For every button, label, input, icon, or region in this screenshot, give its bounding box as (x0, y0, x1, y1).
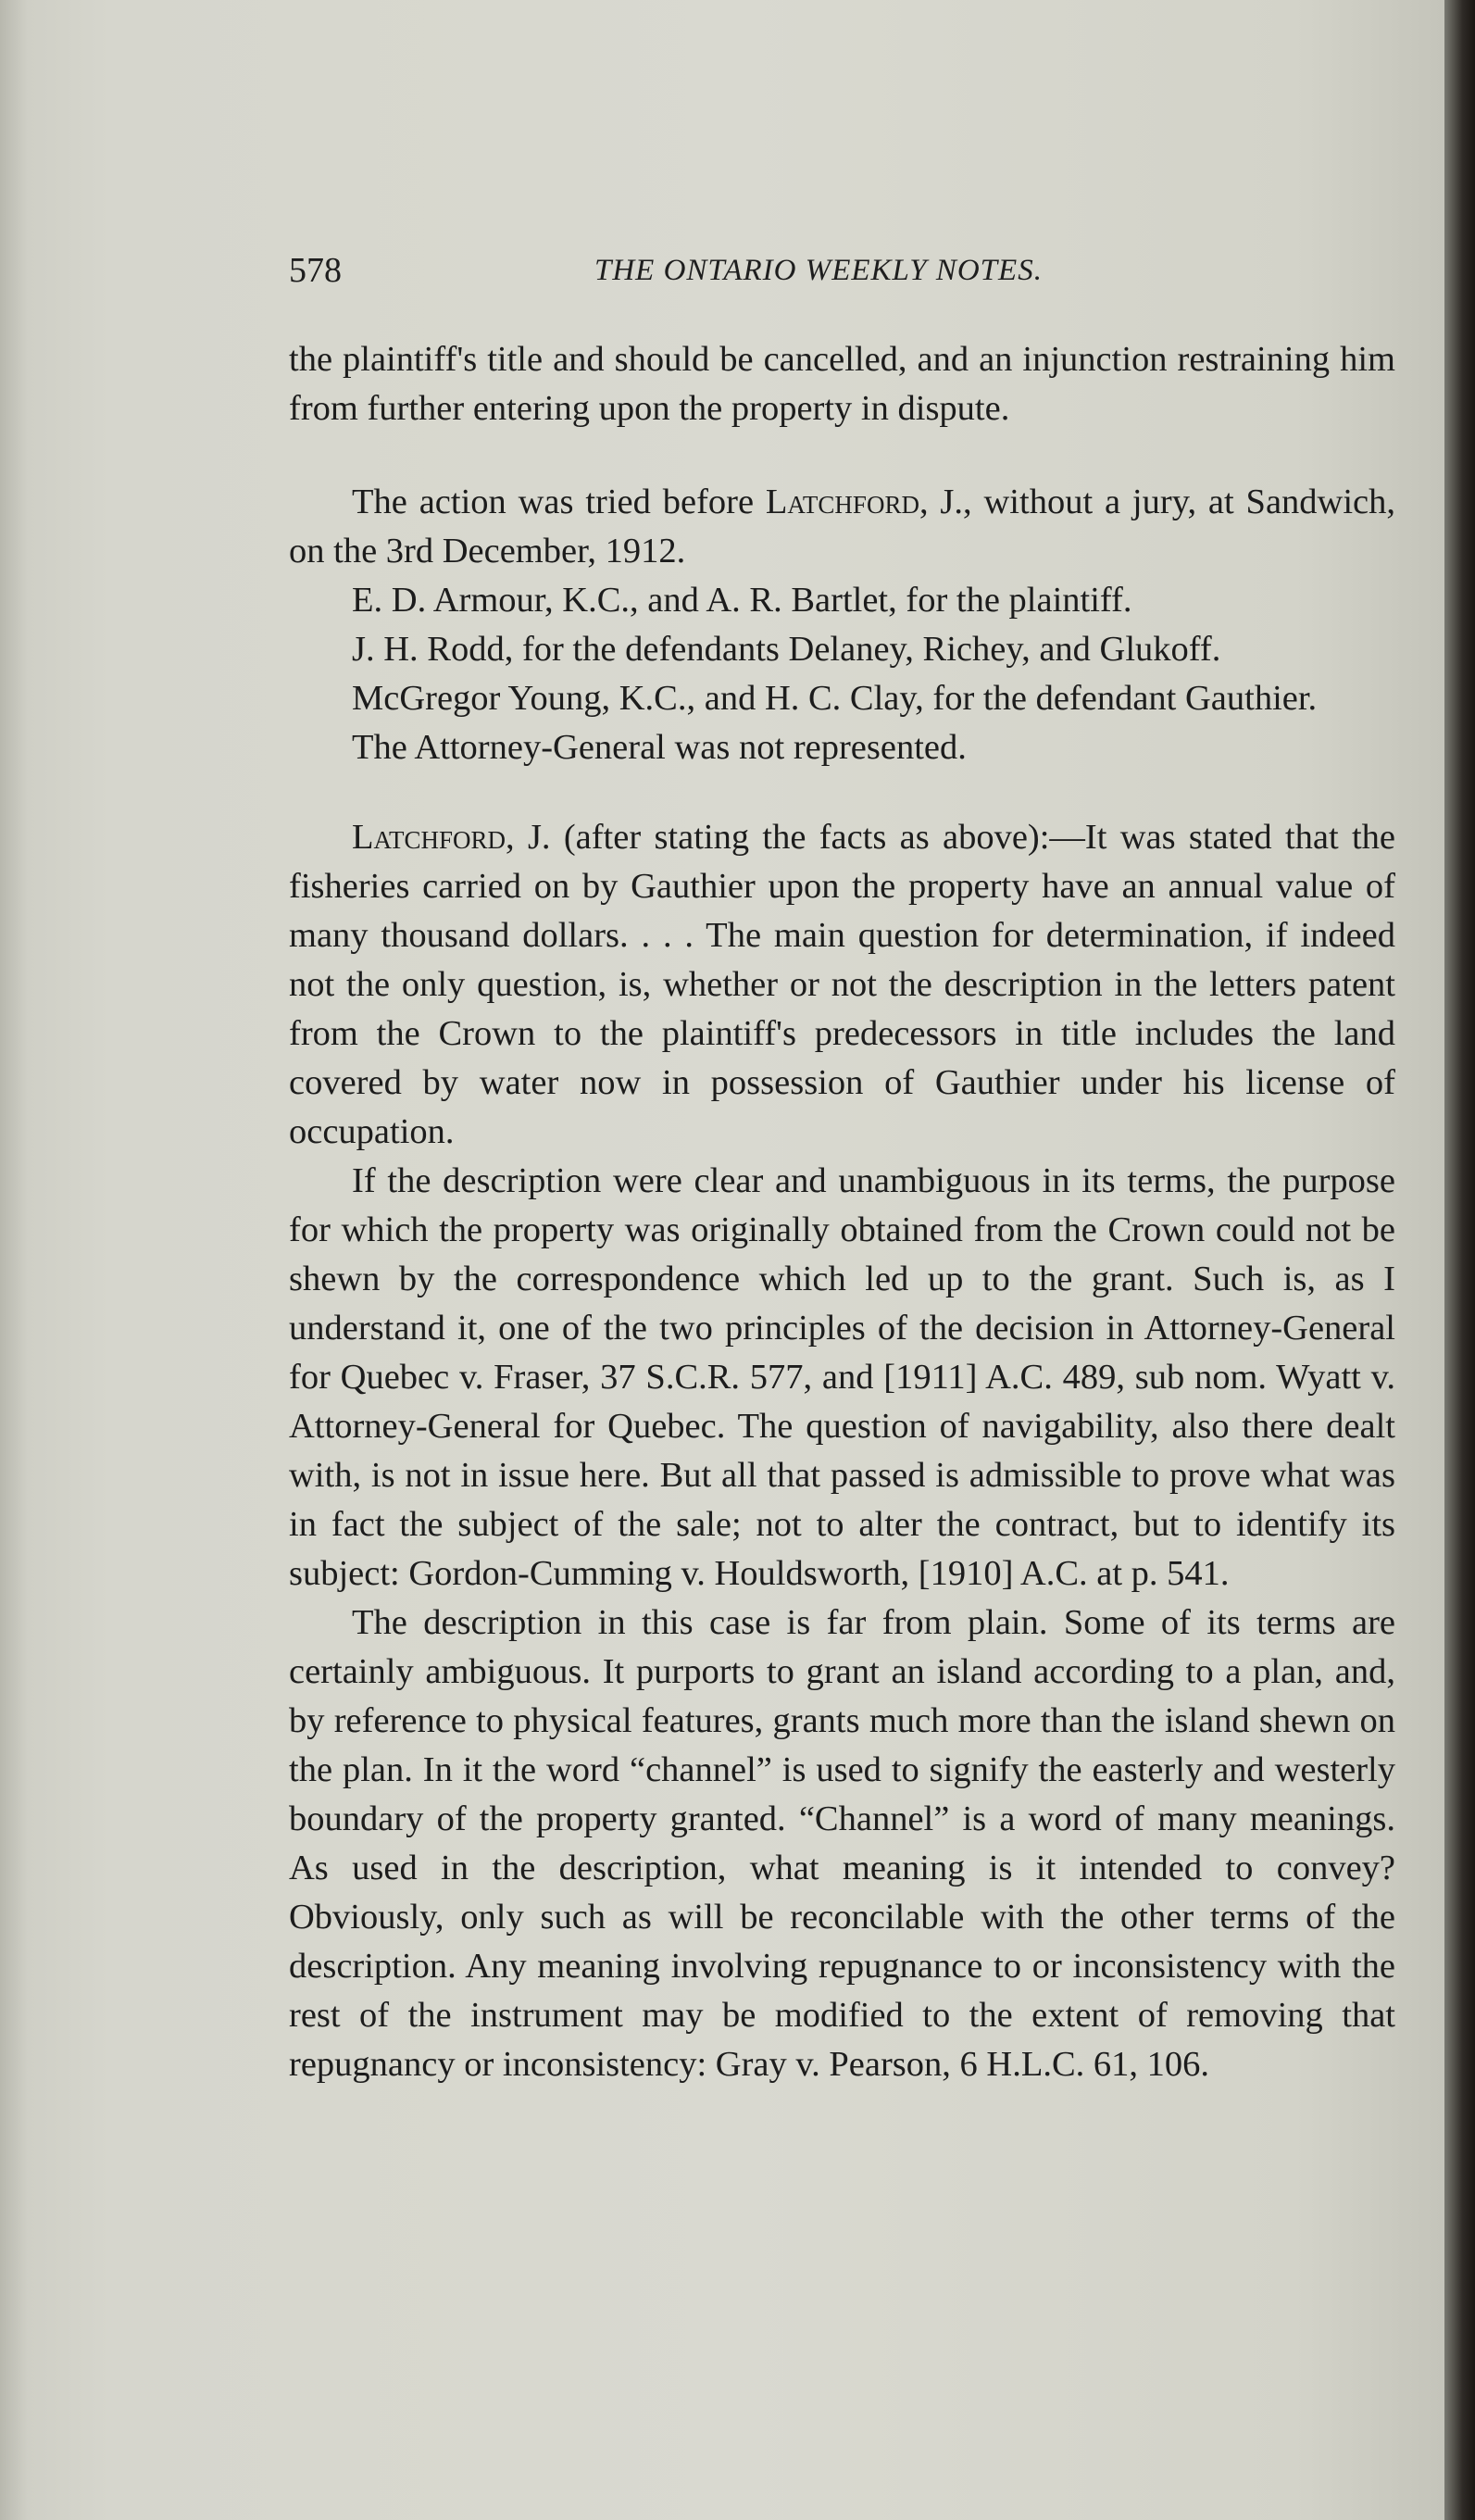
judgment-text-1: , J. (after stating the facts as above):—It was stated that the fisheries carried on by Gauthier upon the property have an annual value of many thousand dollars. . . . The main question for determination, if indeed not the only question, is, whether or not the description in the letters patent from the Crown to the plaintiff's predecessors in title includes the land covered by water now in possession of Gauthier under his license of occupation. (289, 818, 1395, 1151)
page-body (289, 335, 1395, 2089)
running-head: THE ONTARIO WEEKLY NOTES. (594, 254, 1043, 287)
page-header (289, 250, 1409, 296)
trial-text-end: , J., without a jury, at Sandwich, on the 3rd December, 1912. (289, 483, 1396, 570)
counsel-defendants: J. H. Rodd, for the defendants Delaney, Richey, and Glukoff. (352, 630, 1221, 669)
counsel-plaintiff: E. D. Armour, K.C., and A. R. Bartlet, for the plaintiff. (352, 581, 1132, 620)
page-number: 578 (289, 251, 342, 290)
judgment-paragraph-1 (289, 813, 1395, 1157)
judgment-judge-name: Latchford (352, 818, 506, 857)
paragraph-continuation: the plaintiff's title and should be cancelled, and an injunction restraining him from further entering upon the property in dispute. (289, 340, 1395, 428)
judgment-paragraph-2: If the description were clear and unambiguous in its terms, the purpose for which the property was originally obtained from the Crown could not be shewn by the correspondence which led up to the grant. Such is, as I understand it, one of the two principles of the decision in Attorney-General for Quebec v. Fraser, 37 S.C.R. 577, and [1911] A.C. 489, sub nom. Wyatt v. Attorney-General for Quebec. The question of navigability, also there dealt with, is not in issue here. But all that passed is admissible to prove what was in fact the subject of the sale; not to alter the contract, but to identify its subject: Gordon-Cumming v. Houldsworth, [1910] A.C. at p. 541. (289, 1161, 1395, 1593)
trial-text-start: The action was tried before (352, 483, 766, 521)
book-spine-edge (1444, 0, 1475, 2520)
trial-paragraph (289, 478, 1395, 576)
counsel-defendant-gauthier: McGregor Young, K.C., and H. C. Clay, for the defendant Gauthier. (352, 679, 1318, 718)
counsel-attorney-general: The Attorney-General was not represented. (352, 728, 967, 767)
trial-judge-name: Latchford (765, 483, 919, 521)
judgment-paragraph-3: The description in this case is far from plain. Some of its terms are certainly ambiguous. It purports to grant an island according to a plan, and, by reference to physical features, grants much more than the island shewn on the plan. In it the word “channel” is used to signify the easterly and westerly boundary of the property granted. “Channel” is a word of many meanings. As used in the description, what meaning is it intended to convey? Obviously, only such as will be reconcilable with the other terms of the description. Any meaning involving repugnance to or inconsistency with the rest of the instrument may be modified to the extent of removing that repugnancy or inconsistency: Gray v. Pearson, 6 H.L.C. 61, 106. (289, 1603, 1395, 2084)
